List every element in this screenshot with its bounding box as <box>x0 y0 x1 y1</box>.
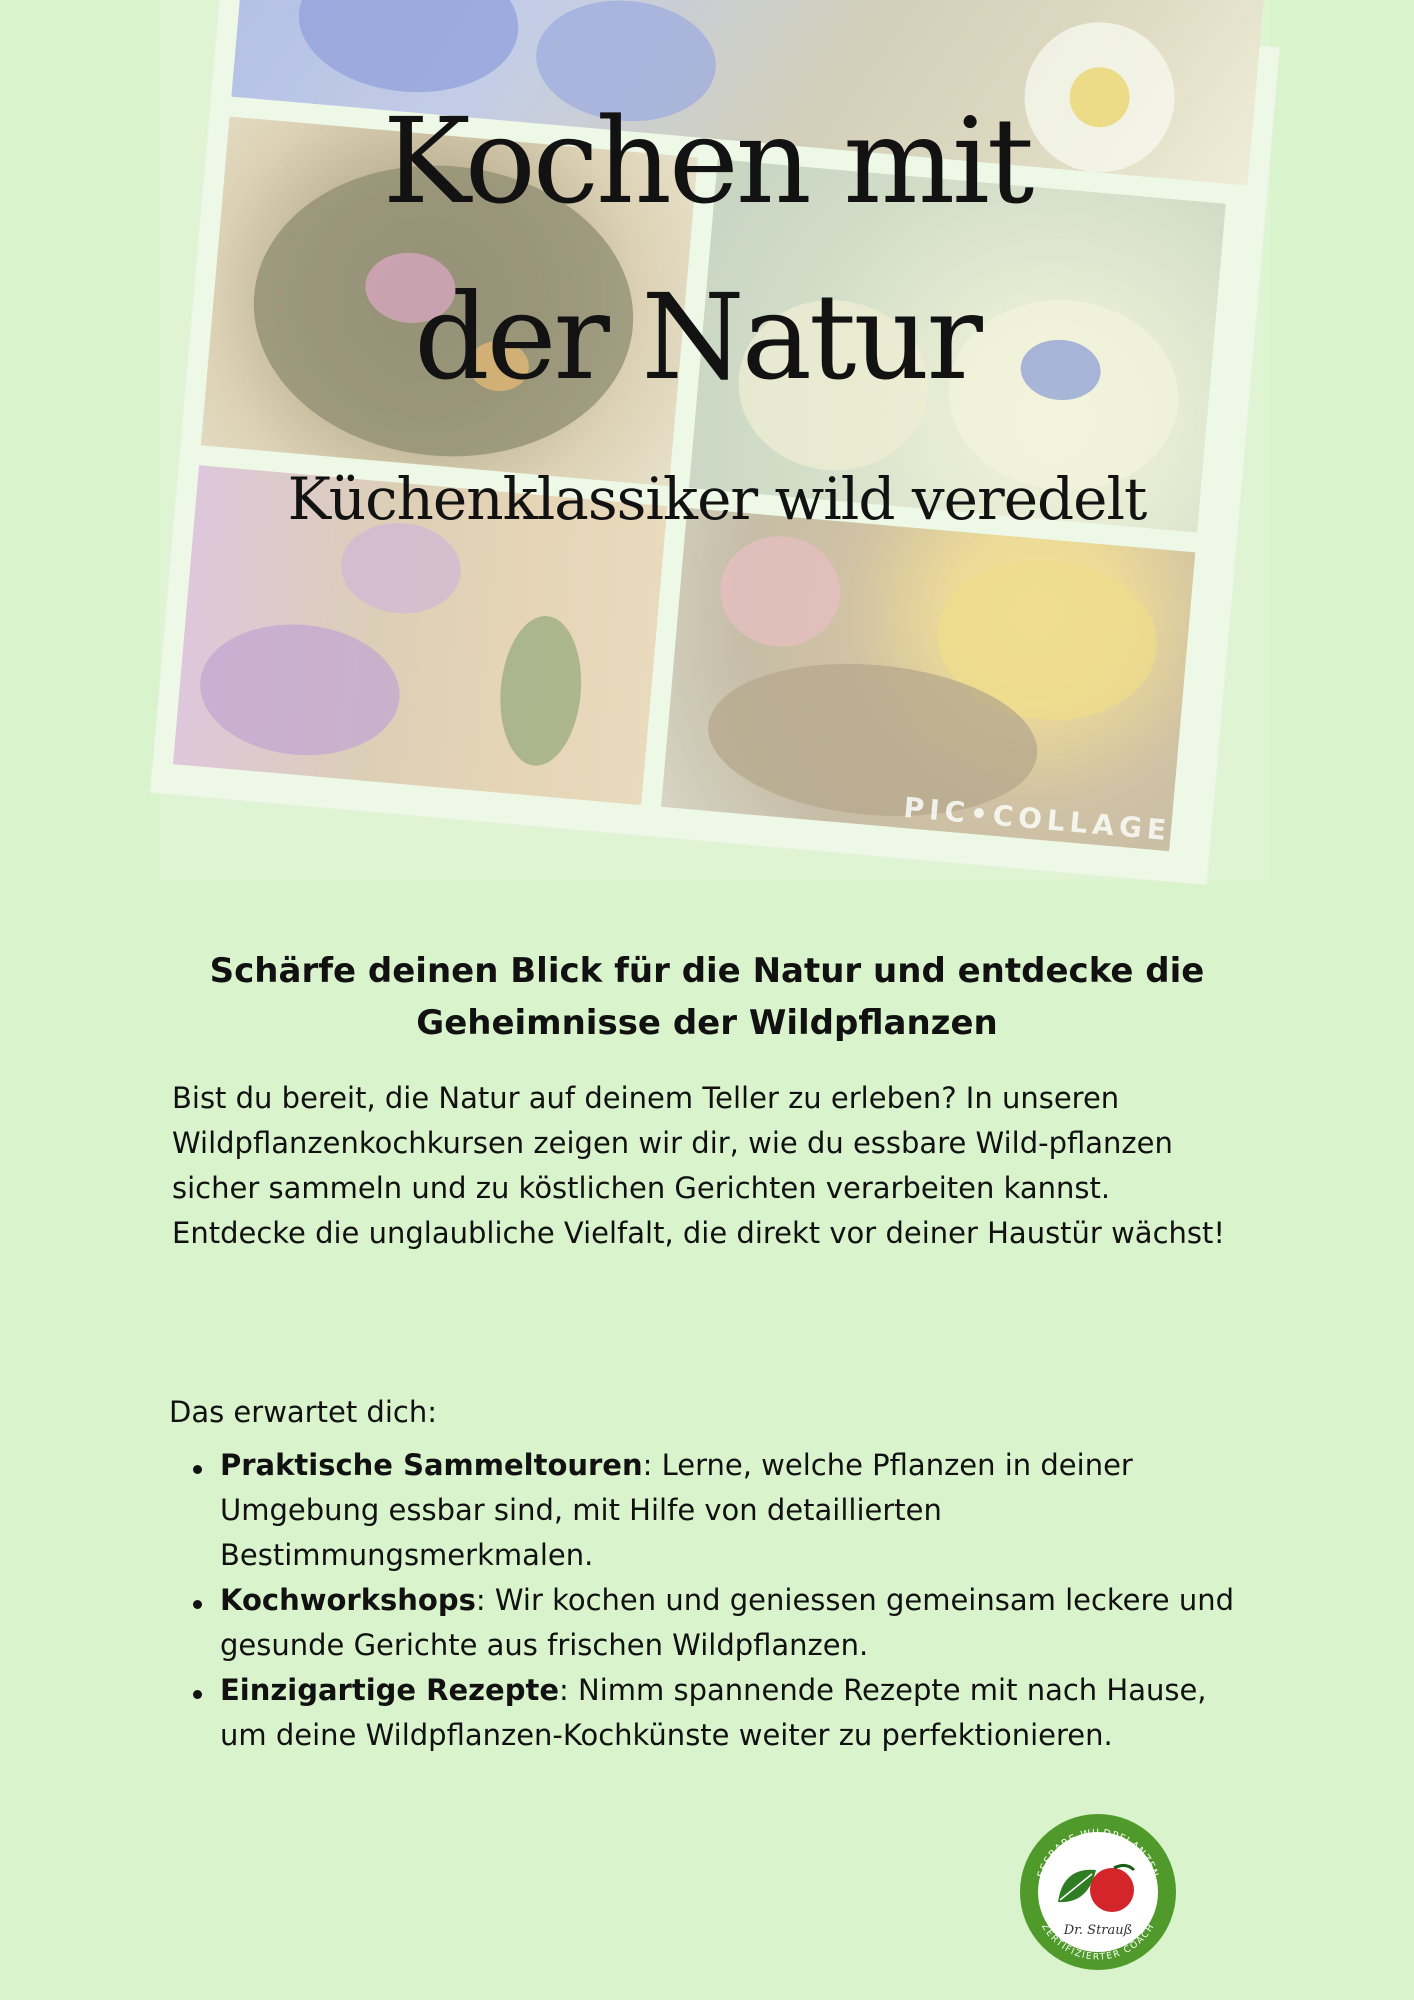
intro-paragraph-1: Bist du bereit, die Natur auf deinem Teller zu erleben? In unseren Wildpflanzenkochkursen zeigen wir dir, wie du essbare Wild-pflanzen sicher sammeln und zu köstlichen Gerichten verarbeiten kannst. <box>172 1081 1173 1205</box>
subtitle: Küchenklassiker wild veredelt <box>287 465 1147 533</box>
title-line-1: Kochen mit <box>382 92 1032 230</box>
certification-seal-logo <box>1018 1812 1178 1972</box>
seal-bottom-text: ZERTIFIZIERTER COACH <box>1039 1922 1157 1963</box>
list-item <box>220 1578 1260 1668</box>
expect-label: Das erwartet dich: <box>169 1395 437 1429</box>
list-item <box>220 1443 1260 1578</box>
list-item-text: : Lerne, welche Pflanzen in deiner Umgebung essbar sind, mit Hilfe von detaillierten Bestimmungsmerkmalen. <box>220 1448 1133 1572</box>
collage-watermark: PIC•COLLAGE <box>902 790 1173 848</box>
intro-paragraph-2: Entdecke die unglaubliche Vielfalt, die direkt vor deiner Haustür wächst! <box>172 1216 1225 1250</box>
list-item-term: Praktische Sammeltouren <box>220 1448 643 1482</box>
list-item-text: : Wir kochen und geniessen gemeinsam leckere und gesunde Gerichte aus frischen Wildpflanzen. <box>220 1583 1235 1662</box>
list-item <box>220 1668 1260 1758</box>
list-item-term: Einzigartige Rezepte <box>220 1673 560 1707</box>
headline: Schärfe deinen Blick für die Natur und entdecke die Geheimnisse der Wildpflanzen <box>209 951 1205 1043</box>
feature-list <box>220 1443 1260 1758</box>
intro-text <box>172 1076 1252 1256</box>
list-item-term: Kochworkshops <box>220 1583 476 1617</box>
seal-top-text: ESSBARE WILDPFLANZEN <box>1035 1827 1161 1880</box>
seal-signature: Dr. Strauß <box>1063 1923 1133 1938</box>
title-line-2: der Natur <box>414 268 980 406</box>
list-item-text: : Nimm spannende Rezepte mit nach Hause, um deine Wildpflanzen-Kochkünste weiter zu perfektionieren. <box>220 1673 1207 1752</box>
